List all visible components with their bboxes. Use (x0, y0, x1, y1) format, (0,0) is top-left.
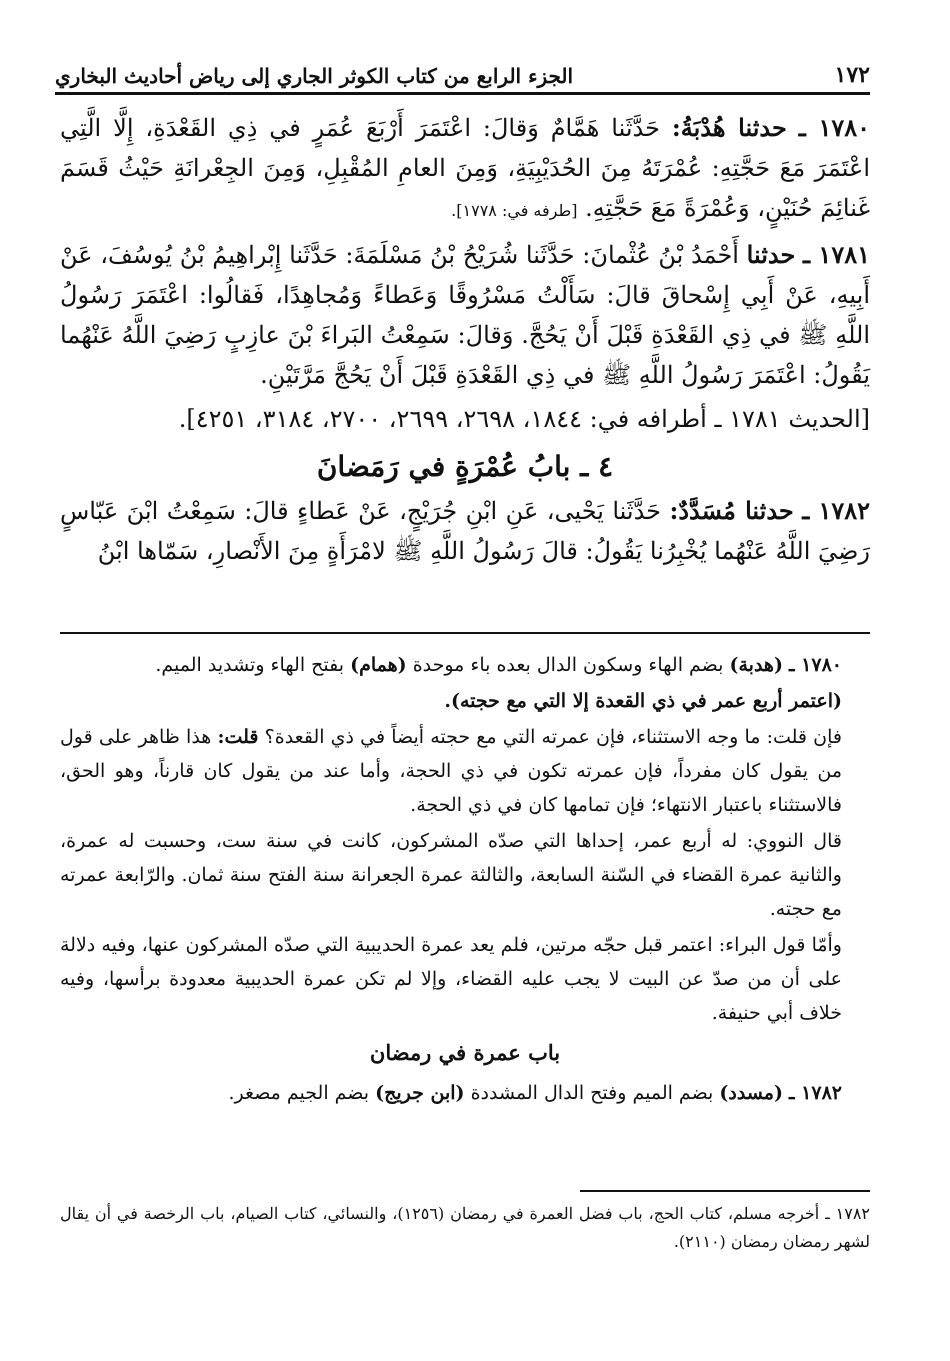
term: (مسدد) (719, 1082, 783, 1104)
hadith-intro: حدثنا مُسَدَّدٌ: (669, 496, 794, 525)
commentary-text: بضم الجيم مصغر. (228, 1082, 370, 1104)
commentary-text: بضم الهاء وسكون الدال بعده باء موحدة (412, 654, 724, 676)
commentary-paragraph (60, 648, 870, 682)
term: قلت: (217, 726, 259, 748)
commentary-number: ١٧٨٢ ـ (788, 1082, 842, 1104)
chapter-heading: باب عمرة في رمضان (369, 1040, 561, 1065)
running-title: الجزء الرابع من كتاب الكوثر الجاري إلى رياض أحاديث البخاري (55, 64, 574, 88)
divider (60, 632, 870, 634)
hadith-reference: [الحديث ١٧٨١ ـ أطرافه في: ١٨٤٤، ٢٦٩٨، ٢٦٩٩، ٢٧٠٠، ٣١٨٤، ٤٢٥١]. (178, 405, 870, 433)
term: (همام) (350, 654, 407, 676)
footnote-section (60, 1200, 870, 1256)
commentary-text: هذا ظاهر على قول من يقول كان مفرداً، فإن عمرته تكون في ذي الحجة، وأما عند من يقول كان قارناً، وهو الحق، فالاستثناء باعتبار الانتهاء؛ فإن تمامها كان في ذي الحجة. (60, 726, 842, 816)
commentary-paragraph (60, 1076, 870, 1110)
footnote-divider (580, 1190, 870, 1192)
commentary-paragraph (60, 720, 870, 822)
chapter-heading: ٤ ـ بابُ عُمْرَةٍ في رَمَضانَ (316, 450, 614, 483)
commentary-text: بضم الميم وفتح الدال المشددة (470, 1082, 714, 1104)
term: (ابن جريج) (375, 1082, 465, 1104)
commentary-section (60, 648, 870, 1112)
commentary-paragraph: وأمّا قول البراء: اعتمر قبل حجّه مرتين، فلم يعد عمرة الحديبية التي صدّه المشركون عنها، وفيه دلالة على أن من صدّ عن البيت لا يجب عليه القضاء، وإلا لم تكن عمرة الحديبية معدودة برأسها، وفيه خلاف أبي حنيفة. (60, 934, 842, 1024)
hadith-text: حَدَّثَنا يَحْيى، عَنِ ابْنِ جُرَيْجٍ، عَنْ عَطاءٍ قالَ: سَمِعْتُ ابْنَ عَبّاسٍ رَضِيَ اللَّهُ عَنْهُما يُخْبِرُنا يَقُولُ: قالَ رَسُولُ اللَّهِ ﷺ لامْرَأَةٍ مِنَ الأَنْصارِ، سَمّاها ابْنُ (60, 497, 870, 565)
hadith-number: ١٧٨٠ ـ (798, 113, 870, 142)
hadith-text: حَدَّثَنا هَمَّامٌ وَقالَ: اعْتَمَرَ أَرْبَعَ عُمَرٍ في ذِي القَعْدَةِ، إِلَّا الَّتِي اعْتَمَرَ مَعَ حَجَّتِهِ: عُمْرَتَهُ مِنَ الحُدَيْبِيَةِ، وَمِنَ العامِ المُقْبِلِ، وَمِنَ الجِعْرانَةِ حَيْثُ قَسَمَ غَنائِمَ حُنَيْنٍ، وَعُمْرَةً مَعَ حَجَّتِهِ. (60, 114, 870, 222)
page-number: ١٧٢ (834, 62, 870, 88)
hadith-1782 (60, 491, 870, 571)
page-header (55, 40, 870, 95)
hadith-intro: حدثنا (746, 240, 796, 269)
commentary-quote: (اعتمر أربع عمر في ذي القعدة إلا التي مع حجته). (444, 690, 842, 712)
commentary-text: بفتح الهاء وتشديد الميم. (155, 654, 345, 676)
hadith-1781 (60, 235, 870, 395)
hadith-number: ١٧٨٢ ـ (802, 496, 871, 525)
footnote: ١٧٨٢ ـ أخرجه مسلم، كتاب الحج، باب فضل العمرة في رمضان (١٢٥٦)، والنسائي، كتاب الصيام، باب الرخصة في أن يقال لشهر رمضان رمضان (٢١١٠). (60, 1204, 871, 1251)
hadith-text: أَحْمَدُ بْنُ عُثْمانَ: حَدَّثَنا شُرَيْحُ بْنُ مَسْلَمَةَ: حَدَّثَنا إِبْراهِيمُ بْنُ يُوسُفَ، عَنْ أَبِيهِ، عَنْ أَبِي إِسْحاقَ قالَ: سَأَلْتُ مَسْرُوقًا وَعَطاءً وَمُجاهِدًا، فَقالُوا: اعْتَمَرَ رَسُولُ اللَّهِ ﷺ في ذِي القَعْدَةِ قَبْلَ أَنْ يَحُجَّ. وَقالَ: سَمِعْتُ البَراءَ بْنَ عازِبٍ رَضِيَ اللَّهُ عَنْهُما يَقُولُ: اعْتَمَرَ رَسُولُ اللَّهِ ﷺ في ذِي القَعْدَةِ قَبْلَ أَنْ يَحُجَّ مَرَّتَيْنِ. (60, 241, 870, 389)
hadith-section (60, 108, 870, 575)
term: (هدبة) (729, 654, 783, 676)
hadith-1780 (60, 108, 870, 231)
hadith-intro: حدثنا هُدْبَةُ: (671, 113, 787, 142)
commentary-paragraph: قال النووي: له أربع عمر، إحداها التي صدّه المشركون، كانت في سنة ست، وحسبت له عمرة، والثانية عمرة القضاء في السّنة السابعة، والثالثة عمرة الجعرانة سنة الفتح سنة ثمان. والرّابعة عمرته مع حجته. (60, 830, 842, 920)
commentary-number: ١٧٨٠ ـ (788, 654, 842, 676)
commentary-text: فإن قلت: ما وجه الاستثناء، فإن عمرته التي مع حجته أيضاً في ذي القعدة؟ (264, 726, 842, 748)
hadith-reference: [طرفه في: ١٧٧٨]. (451, 201, 578, 220)
hadith-number: ١٧٨١ ـ (803, 240, 870, 269)
